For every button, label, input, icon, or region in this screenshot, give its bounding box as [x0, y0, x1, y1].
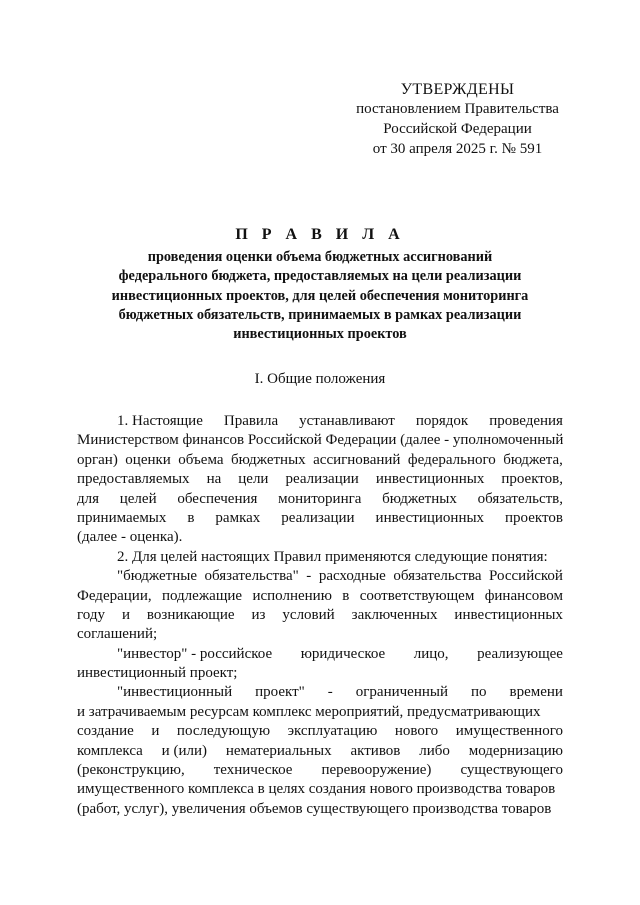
body-word: "инвестиционный: [117, 684, 233, 701]
subtitle-line: федерального бюджета, предоставляемых на цели реализации: [118, 268, 522, 285]
body-line: [77, 742, 563, 761]
body-word: "бюджетные: [117, 568, 197, 585]
body-word: и затрачиваемым ресурсам комплекс мероприятий, предусматривающих: [77, 703, 541, 720]
body-word: проект": [255, 684, 305, 701]
document-body: [77, 412, 563, 819]
body-word: 1. Настоящие: [117, 413, 203, 429]
body-word: нового: [394, 723, 439, 740]
approval-date-line: от 30 апреля 2025 г. № 591: [372, 141, 543, 157]
body-word: (далее - оценка).: [77, 529, 183, 546]
body-word: подлежащие: [161, 587, 243, 604]
body-word: лицо,: [413, 645, 449, 662]
body-word: исполнению: [252, 587, 332, 604]
body-line: [77, 625, 563, 644]
body-word: возникающие: [146, 606, 235, 623]
body-word: создание: [77, 723, 134, 740]
body-word: модернизацию: [468, 742, 563, 759]
body-word: соответствующем: [359, 587, 475, 604]
body-word: нематериальных: [225, 742, 332, 759]
body-word: эксплуатацию: [287, 723, 378, 740]
body-word: имущественного: [455, 723, 563, 740]
body-line: [77, 606, 563, 625]
body-word: (реконструкцию,: [77, 762, 185, 779]
body-line: [77, 490, 563, 509]
body-word: (работ, услуг), увеличения объемов существующего производства товаров: [77, 800, 552, 817]
body-word: бюджетных: [230, 451, 306, 468]
body-word: мониторинга: [278, 490, 362, 507]
approval-stamp: [340, 79, 575, 159]
body-line: [77, 683, 563, 702]
body-word: целей: [119, 490, 157, 507]
body-line: [77, 587, 563, 606]
body-word: техническое: [213, 762, 293, 779]
body-word: проведения: [489, 413, 563, 429]
body-word: году: [77, 606, 105, 623]
body-word: и (или): [161, 742, 207, 759]
body-word: инвестиционный проект;: [77, 665, 238, 682]
body-word: оценки: [125, 451, 171, 468]
body-line: [77, 431, 563, 450]
body-word: по: [470, 684, 487, 701]
body-word: последующую: [176, 723, 271, 740]
body-word: порядок: [415, 413, 469, 429]
body-word: обязательства": [204, 568, 299, 585]
body-word: цели: [238, 471, 269, 488]
body-word: реализующее: [477, 645, 563, 662]
body-line: [77, 761, 563, 780]
body-line: [77, 451, 563, 470]
subtitle-line: инвестиционных проектов, для целей обеспечения мониторинга: [111, 287, 529, 304]
body-word: из: [251, 606, 266, 623]
subtitle-line: проведения оценки объема бюджетных ассигнований: [147, 249, 493, 265]
body-word: комплекса: [77, 742, 143, 759]
body-word: юридическое: [300, 645, 386, 662]
approval-line: Российской Федерации: [383, 121, 532, 137]
body-word: рамках: [215, 509, 261, 526]
body-line: [77, 800, 563, 819]
body-word: и: [121, 606, 130, 623]
body-word: либо: [419, 742, 450, 759]
body-word: предоставляемых: [77, 471, 190, 488]
body-word: для: [77, 490, 100, 507]
body-word: обязательств,: [477, 490, 563, 507]
body-word: -: [306, 568, 312, 585]
body-word: имущественного комплекса в целях создания нового производства товаров: [77, 781, 556, 798]
body-word: Министерством финансов Российской Федерации (далее - уполномоченный: [77, 432, 564, 449]
body-word: 2. Для целей настоящих Правил применяются следующие понятия:: [117, 548, 548, 565]
approval-heading: УТВЕРЖДЕНЫ: [400, 81, 515, 98]
body-word: условий: [282, 606, 335, 623]
body-line: [77, 470, 563, 489]
body-word: финансовом: [484, 587, 563, 604]
body-word: принимаемых: [77, 509, 167, 526]
body-word: заключенных: [351, 606, 438, 623]
document-title: П Р А В И Л А: [235, 226, 405, 243]
body-word: ограниченный: [355, 684, 448, 701]
body-word: устанавливают: [299, 413, 395, 429]
body-word: перевооружение): [321, 762, 432, 779]
body-word: бюджетных: [382, 490, 457, 507]
body-word: -: [327, 684, 333, 701]
body-word: инвестиционных: [375, 509, 485, 526]
body-word: проектов: [505, 509, 563, 526]
body-line: [77, 645, 563, 664]
body-word: активов: [350, 742, 401, 759]
body-line: [77, 664, 563, 683]
subtitle-line: инвестиционных проектов: [233, 326, 407, 343]
approval-line: постановлением Правительства: [356, 101, 559, 117]
body-word: "инвестор" - российское: [117, 645, 273, 662]
body-word: инвестиционных: [454, 606, 563, 623]
body-word: бюджета,: [503, 451, 563, 468]
body-word: соглашений;: [77, 626, 158, 643]
body-word: ассигнований: [313, 451, 401, 468]
subtitle-line: бюджетных обязательств, принимаемых в рамках реализации: [118, 306, 522, 323]
body-word: федерального: [407, 451, 496, 468]
body-word: Правила: [223, 413, 279, 429]
body-word: объема: [178, 451, 224, 468]
body-word: расходные: [318, 568, 386, 585]
body-line: [77, 703, 563, 722]
body-word: Российской: [489, 568, 563, 585]
body-line: [77, 528, 563, 547]
body-line: [77, 412, 563, 431]
body-word: обеспечения: [177, 490, 258, 507]
document-subtitle: [80, 248, 560, 344]
body-line: [77, 780, 563, 799]
body-word: реализации: [285, 471, 359, 488]
body-line: [77, 567, 563, 586]
body-word: обязательства: [393, 568, 482, 585]
body-word: реализации: [281, 509, 355, 526]
body-word: времени: [509, 684, 563, 701]
body-word: существующего: [460, 762, 563, 779]
body-word: Федерации,: [77, 587, 152, 604]
body-line: [77, 548, 563, 567]
body-line: [77, 509, 563, 528]
body-word: в: [342, 587, 350, 604]
section-heading: I. Общие положения: [254, 371, 386, 387]
body-word: в: [187, 509, 195, 526]
body-line: [77, 722, 563, 741]
body-word: и: [151, 723, 160, 740]
body-word: на: [206, 471, 222, 488]
body-word: орган): [77, 451, 118, 468]
body-word: инвестиционных: [375, 471, 485, 488]
body-word: проектов,: [501, 471, 563, 488]
